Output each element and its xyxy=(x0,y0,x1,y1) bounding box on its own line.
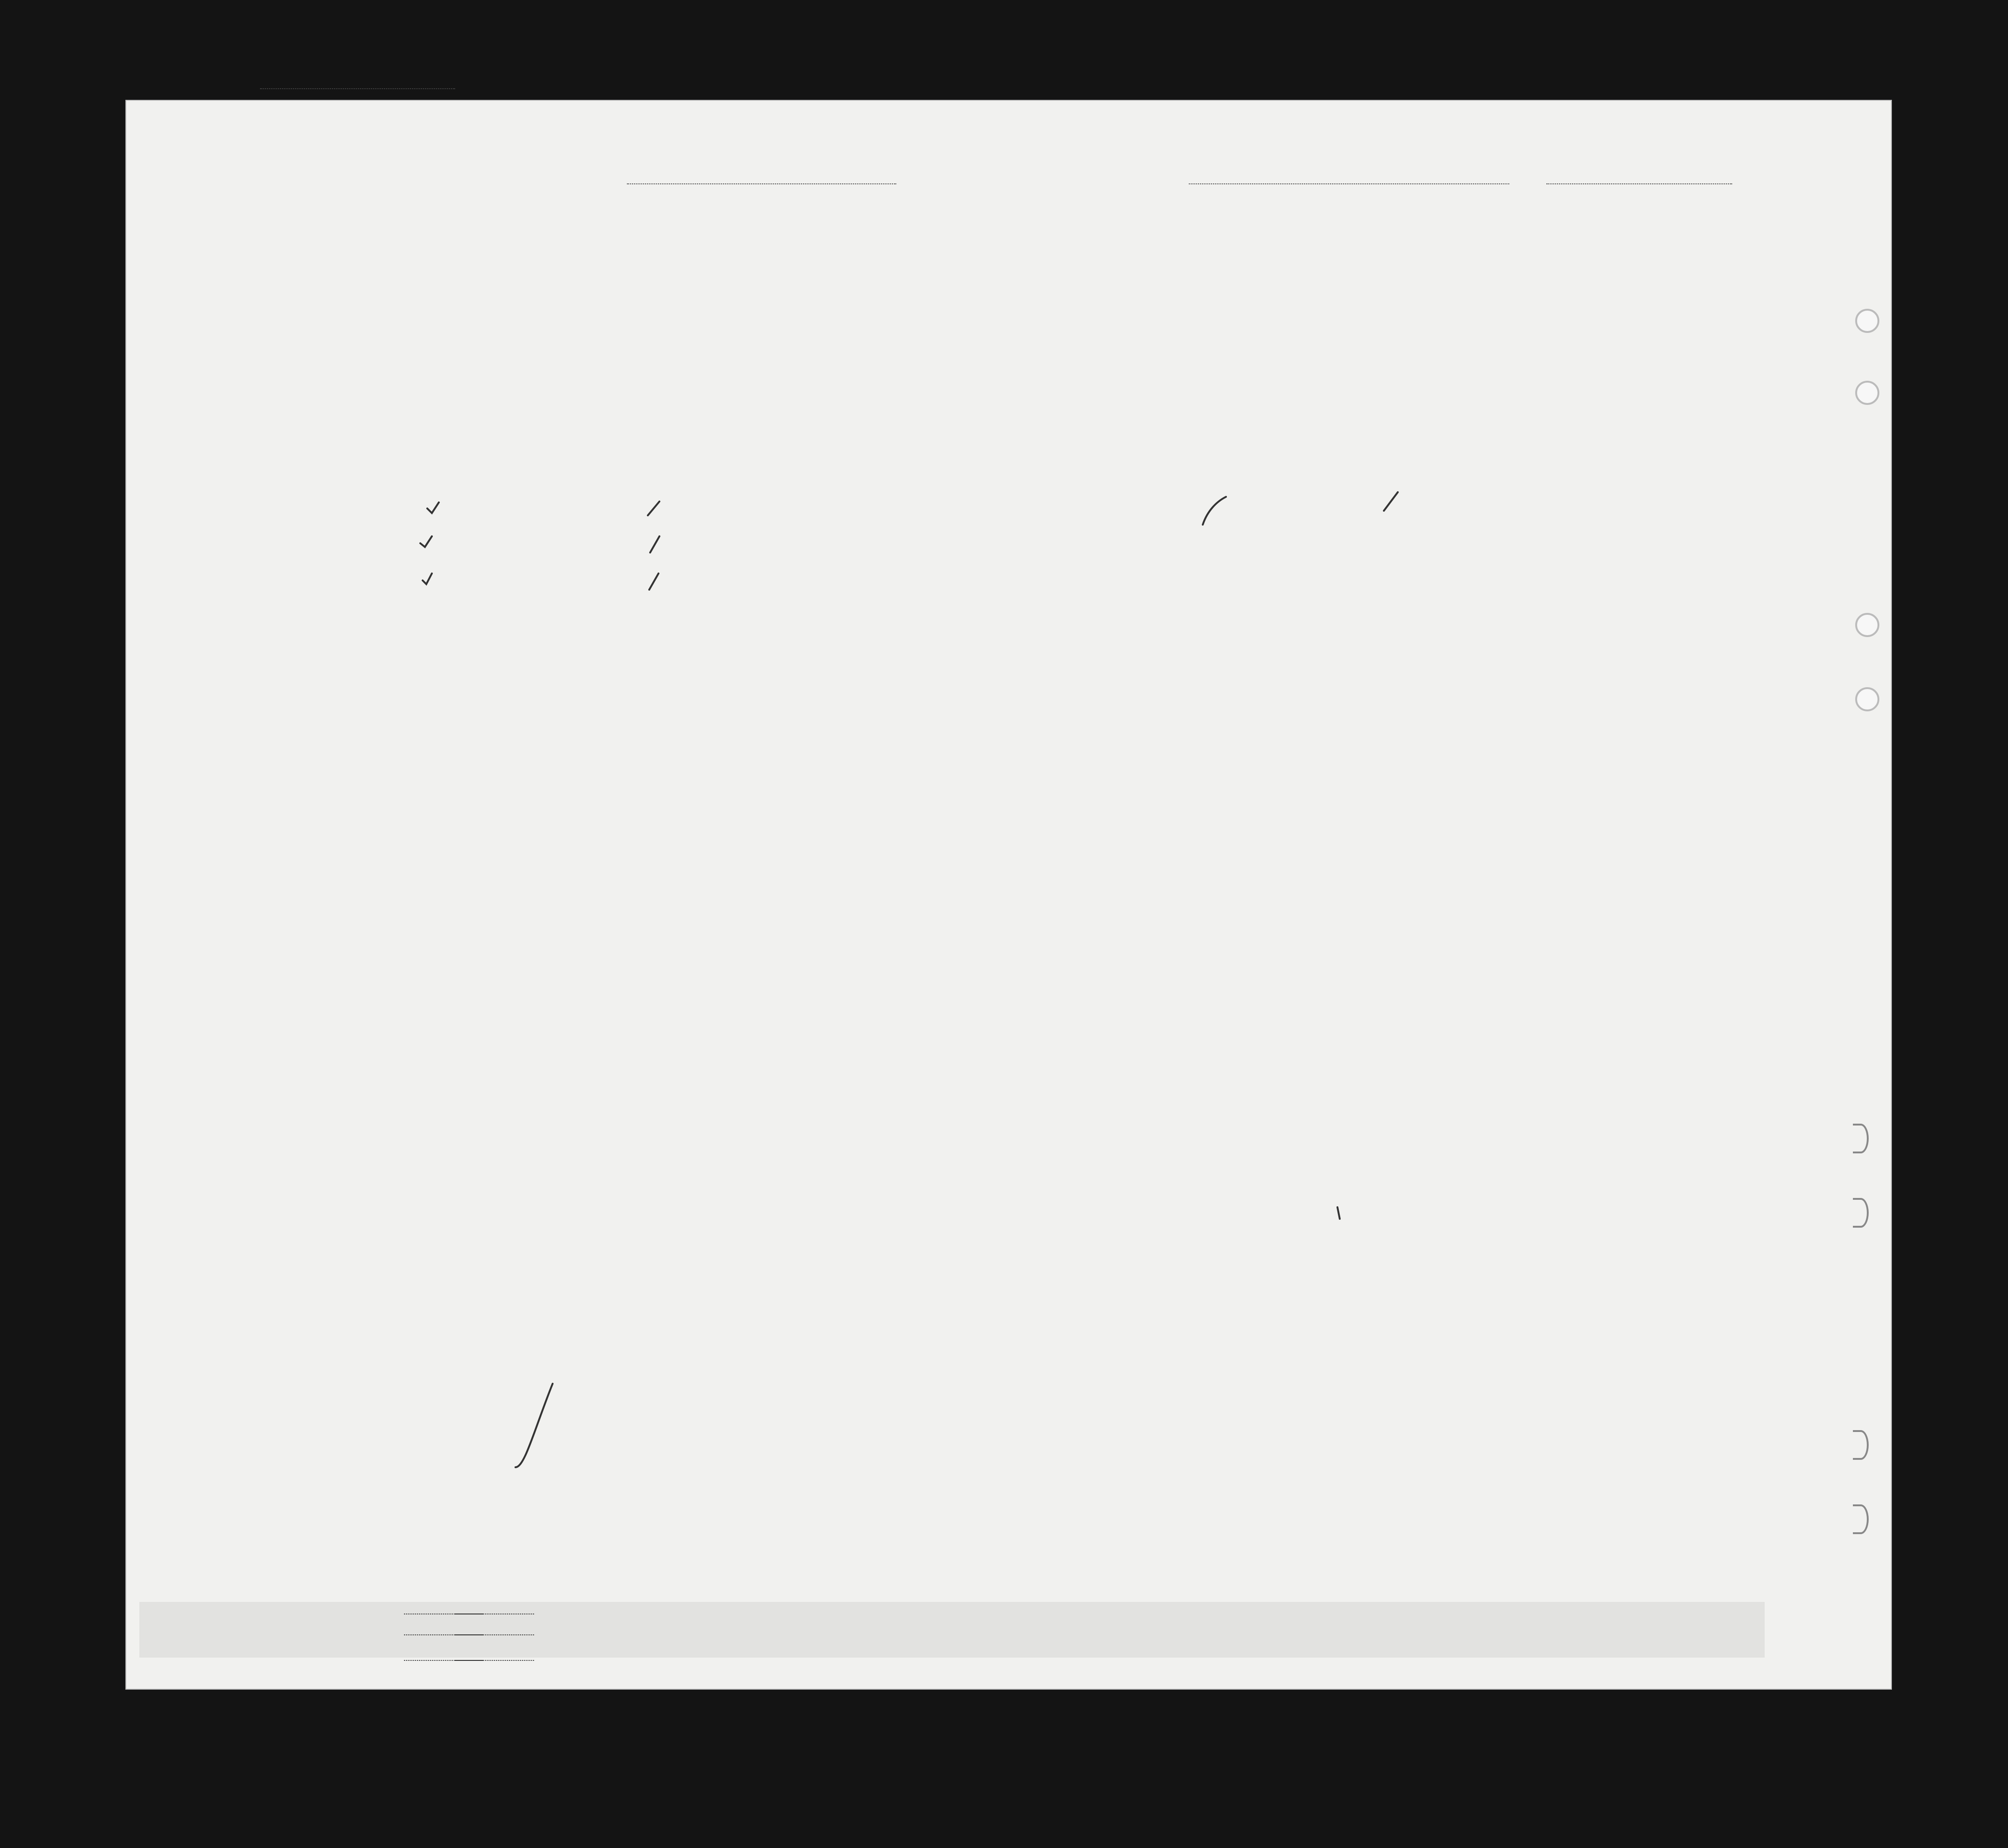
pen-stroke xyxy=(1203,497,1226,525)
large-check-mark xyxy=(515,1384,553,1467)
punch-hole xyxy=(1855,613,1879,637)
punch-hole xyxy=(1853,1124,1869,1153)
check-mark xyxy=(423,573,432,584)
check-mark xyxy=(650,536,659,553)
check-mark xyxy=(648,501,659,515)
pen-stroke xyxy=(1384,492,1398,511)
check-mark xyxy=(427,502,439,513)
us-citizens-line xyxy=(455,1634,534,1635)
punch-hole xyxy=(1853,1198,1869,1228)
check-mark xyxy=(420,536,432,547)
small-pen-mark xyxy=(1337,1207,1340,1219)
punch-hole xyxy=(1853,1430,1869,1460)
punch-hole xyxy=(1853,1504,1869,1534)
check-mark xyxy=(649,573,658,590)
punch-hole xyxy=(1855,381,1879,405)
aliens-line xyxy=(455,1660,534,1661)
punch-hole xyxy=(1855,687,1879,711)
punch-hole xyxy=(1855,309,1879,333)
